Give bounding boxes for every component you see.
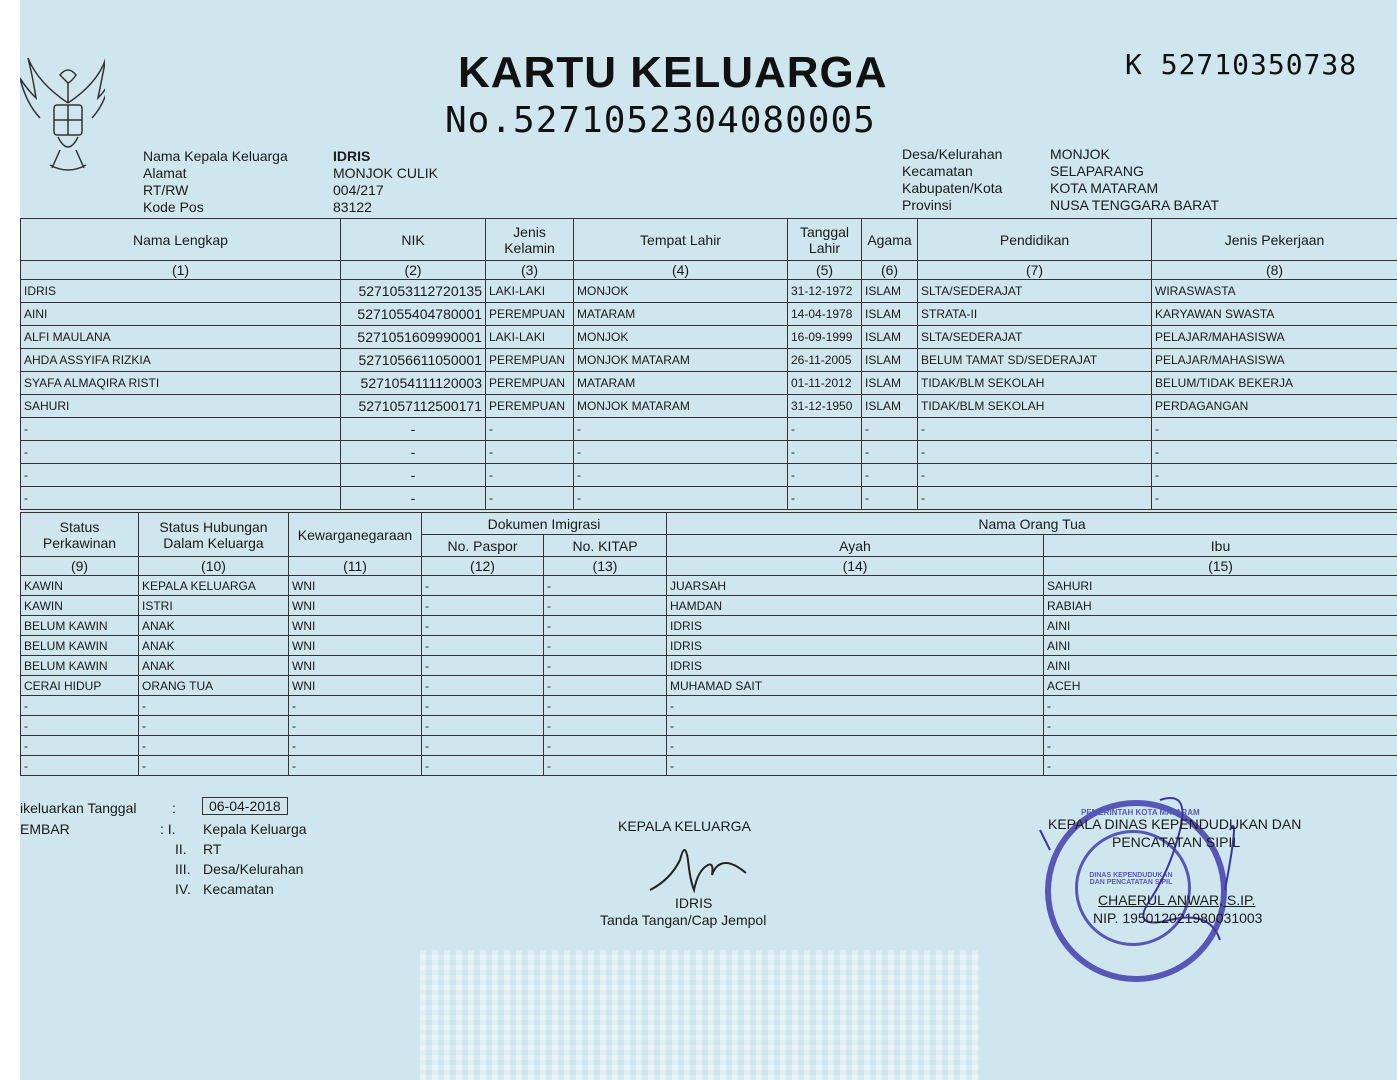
table-cell: SLTA/SEDERAJAT [918, 280, 1152, 303]
table-cell: ANAK [139, 636, 289, 656]
table-cell: AINI [1044, 616, 1397, 636]
table-row [21, 349, 1397, 372]
table-cell: LAKI-LAKI [486, 326, 574, 349]
col-header: Status Perkawinan [21, 513, 139, 557]
table-cell: IDRIS [667, 616, 1044, 636]
table-cell: STRATA-II [918, 303, 1152, 326]
official-title-1: KEPALA DINAS KEPENDUDUKAN DAN [1048, 816, 1302, 832]
table-cell: - [289, 716, 422, 736]
table-cell: KAWIN [21, 596, 139, 616]
table-cell: - [544, 616, 667, 636]
table-cell: - [918, 418, 1152, 441]
table-cell: - [422, 576, 544, 596]
col-number: (4) [574, 261, 788, 280]
col-header: Kewarganegaraan [289, 513, 422, 557]
table-cell: WNI [289, 636, 422, 656]
status-header-row-1 [21, 513, 1397, 535]
table-cell: ANAK [139, 616, 289, 636]
info-value: MONJOK CULIK [333, 165, 439, 181]
table-cell: - [21, 418, 341, 441]
col-header: Jenis Kelamin [486, 219, 574, 261]
issued-label: ikeluarkan Tanggal [20, 800, 137, 816]
table-cell: AHDA ASSYIFA RIZKIA [21, 349, 341, 372]
table-row [21, 372, 1397, 395]
issued-colon: : [172, 800, 176, 816]
table-cell: KAWIN [21, 576, 139, 596]
official-title-2: PENCATATAN SIPIL [1112, 834, 1241, 850]
table-cell: PEREMPUAN [486, 372, 574, 395]
table-cell: - [341, 487, 486, 510]
lembar-num: : I. [160, 821, 176, 837]
table-cell: MONJOK [574, 280, 788, 303]
info-value: IDRIS [333, 148, 371, 164]
col-number: (7) [918, 261, 1152, 280]
col-number: (5) [788, 261, 862, 280]
table-cell: IDRIS [667, 636, 1044, 656]
table-row [21, 616, 1397, 636]
document-page [20, 0, 1397, 1080]
table-cell: - [667, 716, 1044, 736]
table-cell: - [544, 716, 667, 736]
document-title: KARTU KELUARGA [458, 48, 888, 97]
lembar-num: II. [175, 841, 187, 857]
head-name: IDRIS [675, 895, 713, 911]
table-cell: - [422, 716, 544, 736]
table-cell: - [667, 696, 1044, 716]
table-cell: PEREMPUAN [486, 395, 574, 418]
table-cell: - [862, 441, 918, 464]
col-header: Tanggal Lahir [788, 219, 862, 261]
table-cell: - [289, 736, 422, 756]
table-cell: - [139, 736, 289, 756]
table-cell: ANAK [139, 656, 289, 676]
col-header: Ibu [1044, 535, 1397, 557]
table-cell: ALFI MAULANA [21, 326, 341, 349]
table-row [21, 576, 1397, 596]
table-cell: - [341, 418, 486, 441]
members-number-row [21, 261, 1397, 280]
info-value: 83122 [333, 199, 372, 215]
table-cell: IDRIS [667, 656, 1044, 676]
table-row [21, 303, 1397, 326]
col-header: NIK [341, 219, 486, 261]
col-number: (11) [289, 557, 422, 576]
table-cell: PELAJAR/MAHASISWA [1152, 349, 1397, 372]
table-cell: - [788, 464, 862, 487]
table-cell: - [574, 487, 788, 510]
col-number: (3) [486, 261, 574, 280]
table-cell: ACEH [1044, 676, 1397, 696]
table-cell: SLTA/SEDERAJAT [918, 326, 1152, 349]
col-number: (2) [341, 261, 486, 280]
table-cell: - [1044, 756, 1397, 776]
table-cell: 5271054111120003 [341, 372, 486, 395]
table-cell: TIDAK/BLM SEKOLAH [918, 395, 1152, 418]
col-number: (14) [667, 557, 1044, 576]
members-header-row [21, 219, 1397, 261]
table-cell: - [544, 736, 667, 756]
table-cell: - [422, 696, 544, 716]
table-cell: ISTRI [139, 596, 289, 616]
info-label: Provinsi [902, 197, 952, 213]
head-caption: Tanda Tangan/Cap Jempol [600, 912, 767, 928]
table-row [21, 596, 1397, 616]
status-table [20, 512, 1397, 776]
table-cell: - [139, 756, 289, 776]
lembar-num: IV. [175, 881, 191, 897]
table-cell: 5271055404780001 [341, 303, 486, 326]
garuda-emblem-icon [20, 55, 105, 185]
table-cell: - [341, 441, 486, 464]
info-value: MONJOK [1050, 146, 1110, 162]
table-cell: PELAJAR/MAHASISWA [1152, 326, 1397, 349]
table-cell: - [667, 756, 1044, 776]
table-cell: - [1044, 716, 1397, 736]
table-cell: - [1044, 736, 1397, 756]
table-row [21, 676, 1397, 696]
table-row [21, 736, 1397, 756]
table-cell: - [486, 487, 574, 510]
col-header: Pendidikan [918, 219, 1152, 261]
lembar-item: Kecamatan [203, 881, 274, 897]
security-pattern [420, 950, 980, 1080]
table-cell: IDRIS [21, 280, 341, 303]
table-cell: JUARSAH [667, 576, 1044, 596]
table-cell: ISLAM [862, 349, 918, 372]
col-number: (9) [21, 557, 139, 576]
col-header: No. KITAP [544, 535, 667, 557]
table-row [21, 696, 1397, 716]
table-cell: WNI [289, 596, 422, 616]
table-cell: - [788, 418, 862, 441]
table-cell: - [544, 696, 667, 716]
issued-date: 06-04-2018 [202, 797, 288, 815]
table-cell: 31-12-1950 [788, 395, 862, 418]
col-header: Nama Lengkap [21, 219, 341, 261]
document-serial: K 52710350738 [1125, 48, 1358, 81]
table-cell: ISLAM [862, 372, 918, 395]
info-label: RT/RW [143, 182, 189, 198]
table-cell: MONJOK MATARAM [574, 395, 788, 418]
table-cell: - [21, 736, 139, 756]
table-cell: TIDAK/BLM SEKOLAH [918, 372, 1152, 395]
table-cell: - [544, 576, 667, 596]
table-row [21, 716, 1397, 736]
table-cell: LAKI-LAKI [486, 280, 574, 303]
table-cell: WNI [289, 616, 422, 636]
table-cell: MONJOK MATARAM [574, 349, 788, 372]
info-label: Kabupaten/Kota [902, 180, 1003, 196]
col-header: No. Paspor [422, 535, 544, 557]
table-row [21, 656, 1397, 676]
members-table [20, 218, 1397, 510]
table-cell: AINI [21, 303, 341, 326]
table-cell: WNI [289, 676, 422, 696]
table-cell: - [1152, 418, 1397, 441]
table-cell: - [862, 487, 918, 510]
table-cell: BELUM/TIDAK BEKERJA [1152, 372, 1397, 395]
table-cell: MATARAM [574, 372, 788, 395]
stamp-inner-text: DINAS KEPENDUDUKAN DAN PENCATATAN SIPIL [1089, 872, 1173, 886]
table-cell: - [544, 656, 667, 676]
head-signature-icon [645, 830, 775, 900]
document-number: No.5271052304080005 [445, 100, 876, 141]
table-cell: - [788, 441, 862, 464]
table-cell: - [544, 676, 667, 696]
table-cell: 16-09-1999 [788, 326, 862, 349]
info-label: Nama Kepala Keluarga [143, 148, 288, 164]
col-number: (10) [139, 557, 289, 576]
table-cell: ISLAM [862, 280, 918, 303]
col-header: Dokumen Imigrasi [422, 513, 667, 535]
table-cell: BELUM KAWIN [21, 656, 139, 676]
col-number: (15) [1044, 557, 1397, 576]
table-cell: - [21, 487, 341, 510]
table-cell: CERAI HIDUP [21, 676, 139, 696]
table-row [21, 487, 1397, 510]
table-row [21, 636, 1397, 656]
table-cell: AINI [1044, 636, 1397, 656]
col-header: Nama Orang Tua [667, 513, 1397, 535]
table-cell: - [574, 441, 788, 464]
col-header: Agama [862, 219, 918, 261]
table-cell: - [486, 464, 574, 487]
table-cell: - [21, 441, 341, 464]
info-label: Desa/Kelurahan [902, 146, 1003, 162]
table-cell: - [422, 756, 544, 776]
table-cell: ORANG TUA [139, 676, 289, 696]
table-cell: - [486, 418, 574, 441]
info-value: 004/217 [333, 182, 384, 198]
table-cell: - [422, 676, 544, 696]
table-cell: - [574, 418, 788, 441]
lembar-item: Desa/Kelurahan [203, 861, 304, 877]
table-cell: - [422, 656, 544, 676]
table-cell: - [422, 636, 544, 656]
table-cell: MATARAM [574, 303, 788, 326]
table-cell: - [862, 464, 918, 487]
table-cell: - [862, 418, 918, 441]
col-number: (8) [1152, 261, 1397, 280]
info-value: KOTA MATARAM [1050, 180, 1159, 196]
col-header: Ayah [667, 535, 1044, 557]
official-name: CHAERUL ANWAR, S.IP. [1098, 892, 1256, 908]
info-label: Kecamatan [902, 163, 973, 179]
table-cell: WIRASWASTA [1152, 280, 1397, 303]
table-cell: - [139, 716, 289, 736]
table-cell: - [918, 441, 1152, 464]
table-cell: - [21, 464, 341, 487]
table-cell: - [21, 696, 139, 716]
table-cell: - [574, 464, 788, 487]
head-title: KEPALA KELUARGA [618, 818, 751, 834]
table-cell: - [788, 487, 862, 510]
table-cell: WNI [289, 656, 422, 676]
table-row [21, 441, 1397, 464]
table-cell: 14-04-1978 [788, 303, 862, 326]
table-cell: - [918, 464, 1152, 487]
table-row [21, 280, 1397, 303]
table-cell: - [544, 756, 667, 776]
col-number: (6) [862, 261, 918, 280]
table-cell: - [422, 596, 544, 616]
info-label: Alamat [143, 165, 187, 181]
table-cell: ISLAM [862, 303, 918, 326]
table-cell: SAHURI [21, 395, 341, 418]
table-cell: - [544, 596, 667, 616]
table-cell: - [289, 756, 422, 776]
table-cell: BELUM KAWIN [21, 616, 139, 636]
table-cell: - [667, 736, 1044, 756]
table-cell: SYAFA ALMAQIRA RISTI [21, 372, 341, 395]
official-nip: NIP. 195012021980031003 [1093, 910, 1263, 926]
table-cell: RABIAH [1044, 596, 1397, 616]
table-cell: 5271057112500171 [341, 395, 486, 418]
status-number-row [21, 557, 1397, 576]
table-row [21, 756, 1397, 776]
table-cell: ISLAM [862, 395, 918, 418]
table-cell: KARYAWAN SWASTA [1152, 303, 1397, 326]
info-value: NUSA TENGGARA BARAT [1050, 197, 1220, 213]
info-label: Kode Pos [143, 199, 204, 215]
table-cell: AINI [1044, 656, 1397, 676]
info-value: SELAPARANG [1050, 163, 1144, 179]
table-cell: MONJOK [574, 326, 788, 349]
table-cell: - [918, 487, 1152, 510]
table-cell: - [1152, 441, 1397, 464]
table-cell: - [422, 736, 544, 756]
table-cell: 5271056611050001 [341, 349, 486, 372]
table-cell: - [341, 464, 486, 487]
col-number: (1) [21, 261, 341, 280]
lembar-num: III. [175, 861, 191, 877]
table-cell: 5271053112720135 [341, 280, 486, 303]
table-cell: - [21, 756, 139, 776]
table-cell: - [1152, 464, 1397, 487]
col-header: Jenis Pekerjaan [1152, 219, 1397, 261]
table-cell: MUHAMAD SAIT [667, 676, 1044, 696]
table-cell: - [1152, 487, 1397, 510]
table-cell: WNI [289, 576, 422, 596]
table-cell: - [1044, 696, 1397, 716]
table-cell: PEREMPUAN [486, 303, 574, 326]
lembar-label: EMBAR [20, 821, 70, 837]
table-row [21, 464, 1397, 487]
table-cell: KEPALA KELUARGA [139, 576, 289, 596]
col-number: (12) [422, 557, 544, 576]
table-row [21, 326, 1397, 349]
table-cell: HAMDAN [667, 596, 1044, 616]
lembar-item: Kepala Keluarga [203, 821, 307, 837]
table-cell: - [422, 616, 544, 636]
table-row [21, 395, 1397, 418]
table-row [21, 418, 1397, 441]
table-cell: - [289, 696, 422, 716]
table-cell: 26-11-2005 [788, 349, 862, 372]
table-cell: BELUM TAMAT SD/SEDERAJAT [918, 349, 1152, 372]
table-cell: 01-11-2012 [788, 372, 862, 395]
table-cell: - [139, 696, 289, 716]
col-header: Status Hubungan Dalam Keluarga [139, 513, 289, 557]
table-cell: PERDAGANGAN [1152, 395, 1397, 418]
table-cell: 31-12-1972 [788, 280, 862, 303]
table-cell: 5271051609990001 [341, 326, 486, 349]
table-cell: - [486, 441, 574, 464]
lembar-item: RT [203, 841, 222, 857]
table-cell: - [21, 716, 139, 736]
table-cell: ISLAM [862, 326, 918, 349]
table-cell: SAHURI [1044, 576, 1397, 596]
table-cell: - [544, 636, 667, 656]
stamp-text: PEMERINTAH KOTA MATARAM [1081, 808, 1200, 817]
col-number: (13) [544, 557, 667, 576]
table-cell: PEREMPUAN [486, 349, 574, 372]
col-header: Tempat Lahir [574, 219, 788, 261]
table-cell: BELUM KAWIN [21, 636, 139, 656]
